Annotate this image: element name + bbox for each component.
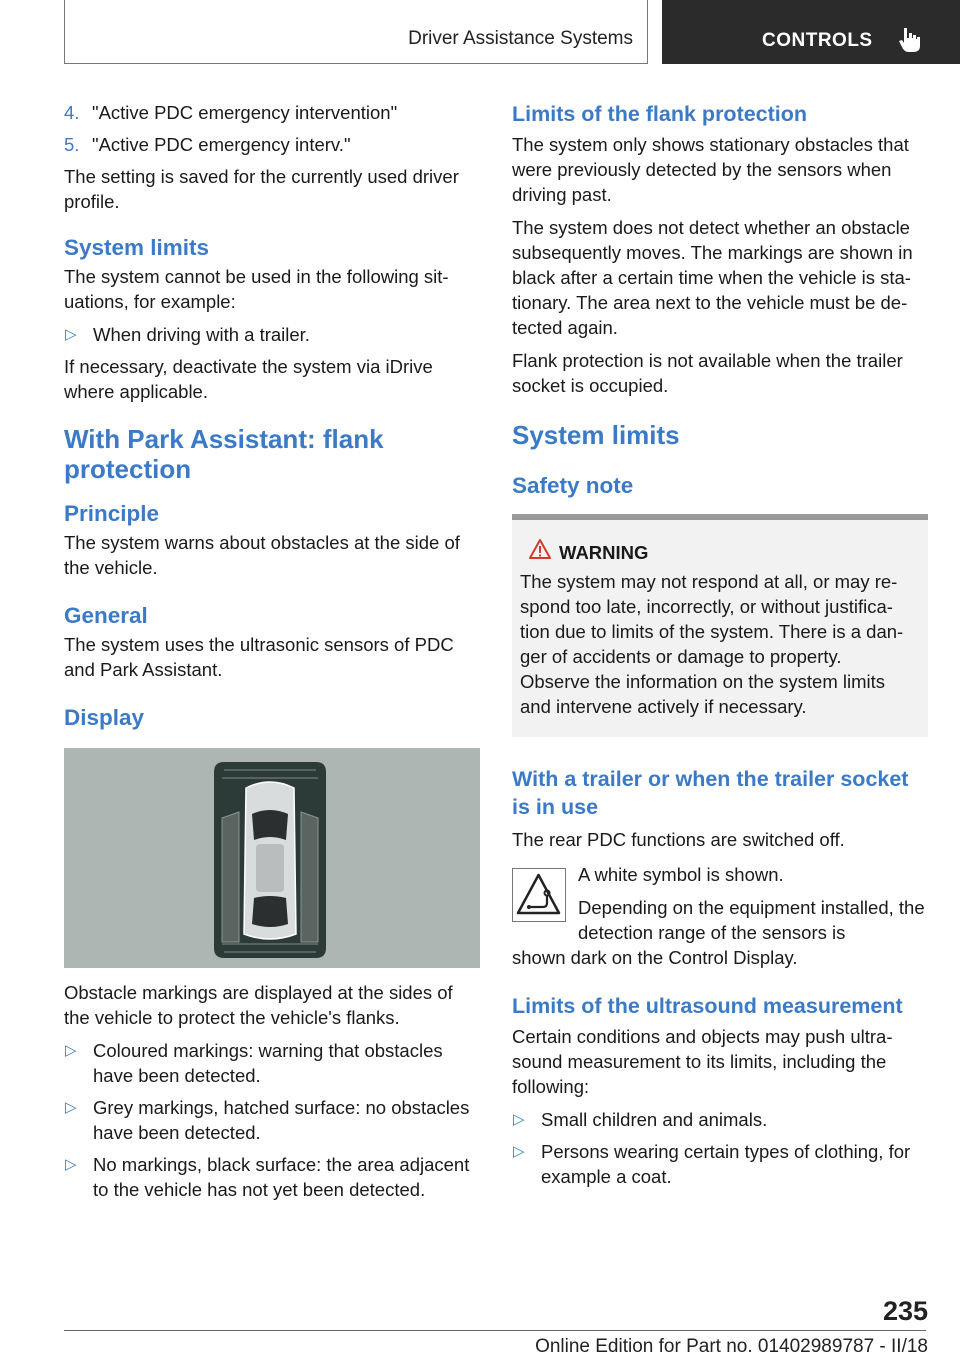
general-heading: General bbox=[64, 603, 148, 628]
ultrasound-limits-heading: Limits of the ultrasound measurement bbox=[512, 994, 903, 1018]
warning-triangle-icon bbox=[528, 538, 552, 560]
triangle-bullet-icon: ▷ bbox=[65, 1156, 77, 1173]
footer-divider bbox=[64, 1330, 926, 1331]
trailer-warning-icon bbox=[513, 869, 564, 920]
footer-edition: Online Edition for Part no. 01402989787 - II/18 bbox=[535, 1336, 928, 1357]
warning-header bbox=[520, 540, 920, 565]
symbol-text: Depending on the equipment installed, the detection range of the sensors is bbox=[578, 897, 925, 943]
general-text: The system uses the ultrasonic sensors of PDC and Park Assistant. bbox=[64, 634, 454, 680]
list-item-text: Small children and animals. bbox=[541, 1109, 768, 1130]
right-column bbox=[512, 100, 928, 1196]
safety-note-heading: Safety note bbox=[512, 473, 634, 498]
triangle-bullet-icon: ▷ bbox=[513, 1143, 525, 1160]
principle-text: The system warns about obstacles at the side of the vehicle. bbox=[64, 532, 460, 578]
list-item bbox=[512, 1139, 928, 1189]
header-chapter-box bbox=[662, 0, 960, 64]
list-item bbox=[64, 1038, 480, 1088]
flank-limits-paragraph: Flank protection is not available when the trailer socket is occupied. bbox=[512, 350, 903, 396]
list-item-text: Persons wearing certain types of clothing, for example a coat. bbox=[541, 1141, 911, 1187]
warning-title: WARNING bbox=[559, 542, 649, 563]
flank-protection-display-image bbox=[64, 748, 480, 968]
page-header bbox=[0, 0, 960, 66]
trailer-warning-symbol bbox=[512, 868, 566, 922]
trailer-heading: With a trailer or when the trailer socket is in use bbox=[512, 767, 909, 819]
warning-paragraph: Observe the information on the system limits and intervene actively if necessary. bbox=[520, 671, 886, 717]
symbol-text-continued: shown dark on the Control Display. bbox=[512, 947, 798, 968]
triangle-bullet-icon: ▷ bbox=[513, 1111, 525, 1128]
step-text: "Active PDC emergency interv." bbox=[92, 134, 351, 155]
step-number: 4. bbox=[64, 102, 80, 123]
flank-limits-paragraph: The system only shows stationary obstacles that were previously detected by the sensors when driving past. bbox=[512, 134, 909, 205]
list-item-text: When driving with a trailer. bbox=[93, 324, 310, 345]
trailer-symbol-row bbox=[512, 862, 928, 945]
system-limits-heading: System limits bbox=[64, 235, 210, 260]
system-limits-heading: System limits bbox=[512, 420, 680, 450]
triangle-bullet-icon: ▷ bbox=[65, 326, 77, 343]
header-section-title: Driver Assistance Systems bbox=[408, 28, 633, 49]
list-item-text: Coloured markings: warning that obstacles have been detected. bbox=[93, 1040, 443, 1086]
principle-heading: Principle bbox=[64, 501, 160, 526]
step-item bbox=[64, 100, 480, 125]
list-item bbox=[64, 1152, 480, 1202]
flank-limits-heading: Limits of the flank protection bbox=[512, 102, 808, 126]
list-item-text: No markings, black surface: the area adjacent to the vehicle has not yet been detected. bbox=[93, 1154, 470, 1200]
trailer-text: The rear PDC functions are switched off. bbox=[512, 829, 845, 850]
header-chapter-title: CONTROLS bbox=[762, 30, 873, 51]
list-item bbox=[512, 1107, 928, 1132]
warning-paragraph: The system may not respond at all, or may re‐spond too late, incorrectly, or without justifica‐tion due to limits of the system. There is a dan‐ger of accidents or damage to property. bbox=[520, 571, 904, 667]
list-item bbox=[64, 322, 480, 347]
display-text: Obstacle markings are displayed at the sides of the vehicle to protect the vehicle's flanks. bbox=[64, 982, 453, 1028]
step-item bbox=[64, 132, 480, 157]
left-column bbox=[64, 100, 480, 1209]
triangle-bullet-icon: ▷ bbox=[65, 1099, 77, 1116]
display-heading: Display bbox=[64, 705, 145, 730]
warning-box bbox=[512, 514, 928, 737]
page-number: 235 bbox=[882, 1296, 928, 1326]
ultrasound-text: Certain conditions and objects may push ultra‐sound measurement to its limits, including the following: bbox=[512, 1026, 893, 1097]
flank-protection-heading: With Park Assistant: flank protection bbox=[64, 424, 384, 484]
saved-setting-text: The setting is saved for the currently used driver profile. bbox=[64, 166, 459, 212]
list-item bbox=[64, 1095, 480, 1145]
vehicle-flank-display-graphic bbox=[64, 748, 480, 968]
hand-pointer-icon bbox=[898, 26, 922, 54]
header-section-box bbox=[64, 0, 648, 64]
list-item-text: Grey markings, hatched surface: no obstacles have been detected. bbox=[93, 1097, 470, 1143]
system-limits-intro: The system cannot be used in the following sit‐uations, for example: bbox=[64, 266, 449, 312]
step-number: 5. bbox=[64, 134, 80, 155]
symbol-text: A white symbol is shown. bbox=[578, 864, 784, 885]
deactivate-text: If necessary, deactivate the system via iDrive where applicable. bbox=[64, 356, 433, 402]
step-text: "Active PDC emergency intervention" bbox=[92, 102, 398, 123]
flank-limits-paragraph: The system does not detect whether an obstacle subsequently moves. The markings are shown in black after a certain time when the vehicle is sta‐tionary. The area next to the vehicle must be de‐tected again. bbox=[512, 217, 913, 338]
triangle-bullet-icon: ▷ bbox=[65, 1042, 77, 1059]
